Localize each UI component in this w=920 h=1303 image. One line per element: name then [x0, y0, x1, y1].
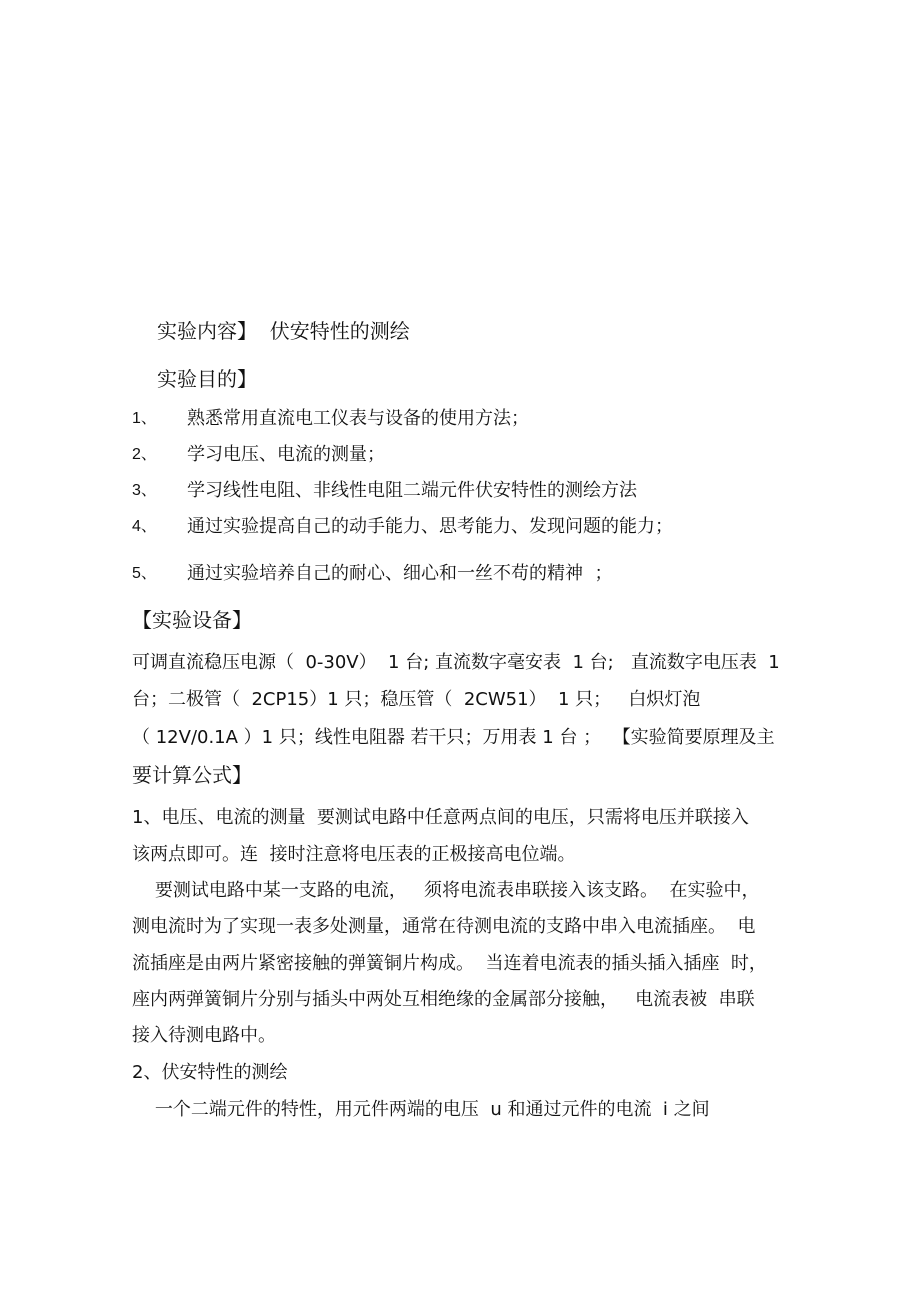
principle-line: 该两点即可。连 接时注意将电压表的正极接高电位端。 — [132, 844, 576, 865]
principle-line: 一个二端元件的特性，用元件两端的电压 u 和通过元件的电流 i 之间 — [132, 1099, 710, 1120]
principle-line: 流插座是由两片紧密接触的弹簧铜片构成。 当连着电流表的插头插入插座 时， — [132, 953, 767, 974]
principle-line: 接入待测电路中。 — [132, 1025, 276, 1046]
equipment-line: 台；二极管（ 2CP15）1 只；稳压管（ 2CW51） 1 只； 白炽灯泡 — [132, 689, 701, 710]
purpose-item-number: 5、 — [132, 565, 157, 582]
experiment-content-heading: 实验内容】 伏安特性的测绘 — [157, 319, 410, 343]
purpose-item-text: 学习电压、电流的测量； — [187, 444, 385, 465]
principle-line: 测电流时为了实现一表多处测量，通常在待测电流的支路中串入电流插座。 电 — [132, 916, 756, 937]
equipment-line: 可调直流稳压电源（ 0-30V） 1 台; 直流数字毫安表 1 台; 直流数字电压表 1 — [132, 652, 780, 673]
equipment-heading: 【实验设备】 — [132, 608, 252, 632]
principle-line: 要测试电路中某一支路的电流， 须将电流表串联接入该支路。 在实验中， — [132, 880, 760, 901]
purpose-item-number: 3、 — [132, 482, 157, 499]
purpose-item-number: 4、 — [132, 518, 157, 535]
equipment-line: （ 12V/0.1A ）1 只；线性电阻器 若干只；万用表 1 台 ； 【实验简要原理及主 — [132, 727, 775, 748]
purpose-item-number: 2、 — [132, 446, 157, 463]
principle-line: 座内两弹簧铜片分别与插头中两处互相绝缘的金属部分接触， 电流表被 串联 — [132, 989, 755, 1010]
principle-line: 1、电压、电流的测量 要测试电路中任意两点间的电压，只需将电压并联接入 — [132, 807, 749, 828]
purpose-item-text: 熟悉常用直流电工仪表与设备的使用方法； — [187, 408, 529, 429]
experiment-purpose-heading: 实验目的】 — [157, 367, 257, 391]
principle-heading: 要计算公式】 — [132, 763, 252, 787]
purpose-item-text: 通过实验培养自己的耐心、细心和一丝不苟的精神 ； — [187, 563, 613, 584]
purpose-item-text: 通过实验提高自己的动手能力、思考能力、发现问题的能力； — [187, 516, 673, 537]
purpose-item-text: 学习线性电阻、非线性电阻二端元件伏安特性的测绘方法 — [187, 480, 637, 501]
purpose-item-number: 1、 — [132, 410, 157, 427]
principle-line: 2、伏安特性的测绘 — [132, 1062, 288, 1083]
